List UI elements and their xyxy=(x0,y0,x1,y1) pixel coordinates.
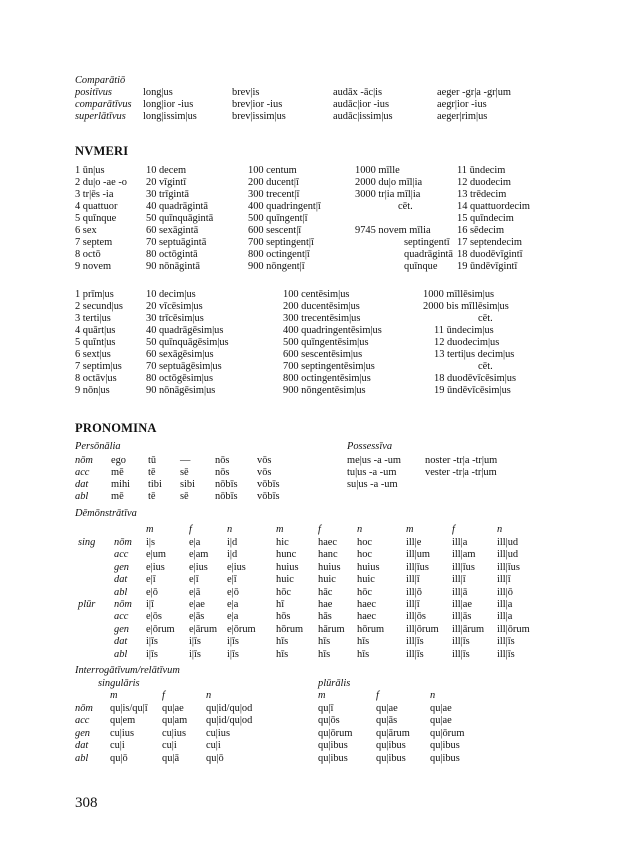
demonstrativa-cell: ill|ī xyxy=(497,574,511,586)
demonstrativa-cell: abl xyxy=(114,648,128,660)
personalia-cell: sē xyxy=(180,467,189,478)
comparatio-cell: aegr|ior -ius xyxy=(437,99,487,110)
demonstrativa-cell: huic xyxy=(318,574,336,586)
demonstrativa-cell: ill|īus xyxy=(406,561,429,573)
ordinal-cell: 40 quadrāgēsim|us xyxy=(146,325,224,336)
cardinal-cell: 13 trēdecim xyxy=(457,189,507,200)
cardinal-cell: 3000 tr|ia mīl|ia xyxy=(355,189,421,200)
demonstrativa-cell: ill|a xyxy=(497,599,513,610)
ordinal-cell: 18 duodēvīcēsim|us xyxy=(434,373,517,384)
demonstrativa-cell: e|ī xyxy=(146,574,156,586)
demonstrativa-cell: ill|ī xyxy=(406,574,420,586)
interrogativum-cell: qu|ibus xyxy=(318,752,348,764)
demonstrativa-cell: e|ius xyxy=(146,561,165,573)
demonstrativa-cell: huius xyxy=(276,561,299,573)
possessiva-cell: tu|us -a -um xyxy=(347,467,397,478)
comparatio-cell: audāx -āc|is xyxy=(333,87,383,98)
demonstrativa-title: Dēmōnstrātīva xyxy=(75,508,137,519)
demonstrativa-cell: gen xyxy=(114,623,130,635)
interrogativum-cell: qu|am xyxy=(162,715,188,727)
comparatio-cell: positīvus xyxy=(75,87,112,98)
demonstrativa-cell: hae xyxy=(318,599,333,610)
interrogativum-cell: qu|ae xyxy=(376,703,398,714)
cardinal-cell: 9 novem xyxy=(75,261,112,272)
ordinal-cell: 30 trīcēsim|us xyxy=(146,313,204,324)
demonstrativa-cell: e|ārum xyxy=(189,623,218,635)
ordinal-cell: 100 centēsim|us xyxy=(283,289,350,300)
interrogativum-cell: qu|ōrum xyxy=(430,727,465,739)
demonstrativa-cell: ill|um xyxy=(406,549,431,561)
cardinal-cell: 600 sescent|ī xyxy=(248,225,302,236)
demonstrativa-cell: hunc xyxy=(276,549,297,561)
interrogativum-cell: cu|ius xyxy=(162,727,187,739)
demonstrativa-cell: e|a xyxy=(227,599,239,610)
personalia-cell: nōs xyxy=(215,467,230,478)
interrogativum-cell: qu|ae xyxy=(430,703,452,714)
interrogativum-cell: nōm xyxy=(75,703,93,714)
gender-label: f xyxy=(189,524,192,535)
ordinal-cell: 600 sescentēsim|us xyxy=(283,349,363,360)
demonstrativa-cell: ill|ō xyxy=(406,586,422,598)
demonstrativa-cell: hārum xyxy=(318,623,345,635)
ordinal-cell: 7 septim|us xyxy=(75,361,122,372)
ordinal-cell: 13 terti|us decim|us xyxy=(434,349,515,360)
personalia-cell: tū xyxy=(148,455,157,466)
demonstrativa-cell: e|ius xyxy=(227,561,246,573)
ordinal-cell: 700 septingentēsim|us xyxy=(283,361,375,372)
demonstrativa-cell: i|īs xyxy=(146,636,158,648)
demonstrativa-cell: hāc xyxy=(318,586,333,598)
ordinal-cell: 70 septuāgēsim|us xyxy=(146,361,222,372)
demonstrativa-cell: haec xyxy=(318,537,338,548)
demonstrativa-cell: huic xyxy=(357,574,375,586)
cardinal-cell: 300 trecent|ī xyxy=(248,189,300,200)
personalia-cell: vōbīs xyxy=(257,491,280,502)
cardinal-cell: 40 quadrāgintā xyxy=(146,201,209,212)
demonstrativa-cell: hī xyxy=(276,599,285,610)
interrogativum-cell: gen xyxy=(75,727,91,739)
demonstrativa-cell: hōrum xyxy=(276,623,304,635)
cardinal-cell: 6 sex xyxy=(75,225,97,236)
cardinal-cell: 700 septingent|ī xyxy=(248,237,314,248)
demonstrativa-cell: i|d xyxy=(227,537,238,548)
personalia-cell: sē xyxy=(180,491,189,502)
demonstrativa-cell: i|īs xyxy=(227,648,239,660)
demonstrativa-cell: acc xyxy=(114,611,129,623)
demonstrativa-cell: ill|īs xyxy=(497,648,515,660)
gender-label: n xyxy=(497,524,503,535)
ordinal-cell: 60 sexāgēsim|us xyxy=(146,349,214,360)
demonstrativa-cell: ill|ud xyxy=(497,537,519,548)
gender-label: f xyxy=(318,524,321,535)
demonstrativa-cell: huius xyxy=(357,561,380,573)
personalia-cell: acc xyxy=(75,467,90,478)
ordinal-cell: cēt. xyxy=(478,361,493,372)
interrogativum-cell: cu|i xyxy=(162,740,177,752)
demonstrativa-cell: i|s xyxy=(146,537,156,548)
demonstrativa-cell: ill|īus xyxy=(497,561,520,573)
demonstrativa-cell: hic xyxy=(276,537,289,548)
cardinal-cell: cēt. xyxy=(398,201,413,212)
demonstrativa-cell: e|ius xyxy=(189,561,208,573)
comparatio-cell: superlātīvus xyxy=(75,111,126,122)
personalia-cell: tē xyxy=(148,467,156,478)
interrogativum-cell: cu|ius xyxy=(110,727,135,739)
interrogativum-cell: qu|ī xyxy=(318,703,334,714)
comparatio-cell: aeger -gr|a -gr|um xyxy=(437,87,511,98)
demonstrativa-cell: ill|īs xyxy=(406,636,424,648)
singular-label: sing xyxy=(78,537,96,548)
interrogativum-cell: acc xyxy=(75,715,90,727)
ordinal-cell: 50 quīnquāgēsim|us xyxy=(146,337,229,348)
personalia-title: Persōnālia xyxy=(75,441,121,452)
ordinal-cell: 1000 mīllēsim|us xyxy=(423,289,495,300)
demonstrativa-cell: ill|īus xyxy=(452,561,475,573)
cardinal-cell: 20 vīgintī xyxy=(146,177,187,188)
demonstrativa-cell: ill|a xyxy=(497,611,513,623)
demonstrativa-cell: ill|ā xyxy=(452,586,468,598)
cardinal-cell: 100 centum xyxy=(248,165,297,176)
cardinal-cell: 1000 mīlle xyxy=(355,165,400,176)
demonstrativa-cell: hoc xyxy=(357,537,373,548)
demonstrativa-cell: hīs xyxy=(357,648,370,660)
gender-label: n xyxy=(430,690,436,701)
personalia-cell: vōbīs xyxy=(257,479,280,490)
interrogativum-cell: qu|id/qu|od xyxy=(206,715,253,727)
demonstrativa-cell: hōs xyxy=(276,611,291,623)
demonstrativa-cell: e|ae xyxy=(189,599,205,610)
ordinal-cell: 3 terti|us xyxy=(75,313,111,324)
demonstrativa-cell: e|ōs xyxy=(146,611,162,623)
cardinal-cell: 11 ūndecim xyxy=(457,165,506,176)
cardinal-cell: 17 septendecim xyxy=(457,237,522,248)
ordinal-cell: 500 quīngentēsim|us xyxy=(283,337,369,348)
cardinal-cell: 14 quattuordecim xyxy=(457,201,531,212)
interrogativum-cell: qu|ā xyxy=(162,752,180,764)
cardinal-cell: 800 octingent|ī xyxy=(248,249,310,260)
demonstrativa-cell: ill|ō xyxy=(497,586,513,598)
personalia-cell: dat xyxy=(75,479,89,490)
cardinal-cell: 900 nōngent|ī xyxy=(248,261,305,272)
singularis-label: singulāris xyxy=(98,678,140,689)
cardinal-cell: 16 sēdecim xyxy=(457,225,505,236)
personalia-cell: tibi xyxy=(148,479,162,490)
interrogativum-cell: cu|ius xyxy=(206,727,231,739)
demonstrativa-cell: e|ī xyxy=(227,574,237,586)
pronomina-heading: PRONOMINA xyxy=(75,421,157,435)
cardinal-cell: 15 quīndecim xyxy=(457,213,514,224)
demonstrativa-cell: e|a xyxy=(189,537,201,548)
interrogativum-cell: qu|ōs xyxy=(318,715,340,727)
demonstrativa-cell: e|ās xyxy=(189,611,205,623)
interrogativum-title: Interrogātīvum/relātīvum xyxy=(75,665,180,676)
interrogativum-cell: cu|i xyxy=(110,740,125,752)
cardinal-cell: 70 septuāgintā xyxy=(146,237,207,248)
demonstrativa-cell: ill|ōrum xyxy=(497,623,530,635)
interrogativum-cell: qu|is/qu|ī xyxy=(110,703,148,714)
demonstrativa-cell: ill|īs xyxy=(452,636,470,648)
demonstrativa-cell: hīs xyxy=(357,636,370,648)
demonstrativa-cell: hanc xyxy=(318,549,338,561)
demonstrativa-cell: e|ī xyxy=(189,574,199,586)
demonstrativa-cell: ill|ud xyxy=(497,549,519,561)
page-number: 308 xyxy=(75,795,98,811)
comparatio-cell: audāc|ior -ius xyxy=(333,99,390,110)
cardinal-cell: 4 quattuor xyxy=(75,201,118,212)
ordinal-cell: 8 octāv|us xyxy=(75,373,117,384)
cardinal-cell: 18 duodēvīgintī xyxy=(457,249,523,260)
gender-label: n xyxy=(227,524,233,535)
demonstrativa-cell: abl xyxy=(114,586,128,598)
demonstrativa-cell: hoc xyxy=(357,549,373,561)
possessiva-cell: su|us -a -um xyxy=(347,479,398,490)
cardinal-cell: 19 ūndēvīgintī xyxy=(457,261,518,272)
ordinal-cell: 800 octingentēsim|us xyxy=(283,373,371,384)
demonstrativa-cell: ill|ae xyxy=(452,599,472,610)
cardinal-cell: 9745 novem mīlia xyxy=(355,225,431,236)
ordinal-cell: 90 nōnāgēsim|us xyxy=(146,385,216,396)
interrogativum-cell: qu|ibus xyxy=(318,740,348,752)
cardinal-cell: quīnque xyxy=(404,261,438,272)
interrogativum-cell: qu|ō xyxy=(206,752,224,764)
gender-label: m xyxy=(110,690,118,701)
interrogativum-cell: qu|ibus xyxy=(430,752,460,764)
demonstrativa-cell: i|ī xyxy=(146,599,154,610)
comparatio-cell: audāc|issim|us xyxy=(333,111,393,122)
interrogativum-cell: qu|ō xyxy=(110,752,128,764)
demonstrativa-cell: ill|a xyxy=(452,537,468,548)
demonstrativa-cell: e|ā xyxy=(189,586,201,598)
gender-label: n xyxy=(206,690,212,701)
personalia-cell: — xyxy=(180,455,191,466)
demonstrativa-cell: e|ō xyxy=(227,586,239,598)
demonstrativa-cell: i|īs xyxy=(227,636,239,648)
demonstrativa-cell: hōc xyxy=(357,586,373,598)
comparatio-cell: brev|ior -ius xyxy=(232,99,283,110)
demonstrativa-cell: ill|īs xyxy=(452,648,470,660)
personalia-cell: vōs xyxy=(257,467,272,478)
personalia-cell: tē xyxy=(148,491,156,502)
gender-label: m xyxy=(146,524,154,535)
personalia-cell: mē xyxy=(111,491,124,502)
demonstrativa-cell: ill|ī xyxy=(406,599,420,610)
comparatio-cell: comparātīvus xyxy=(75,99,132,110)
demonstrativa-cell: nōm xyxy=(114,599,132,610)
interrogativum-cell: qu|ibus xyxy=(376,752,406,764)
demonstrativa-cell: haec xyxy=(357,611,377,623)
gender-label: m xyxy=(318,690,326,701)
comparatio-cell: aeger|rim|us xyxy=(437,111,488,122)
demonstrativa-cell: acc xyxy=(114,549,129,561)
gender-label: f xyxy=(452,524,455,535)
ordinal-cell: 2000 bis mīllēsim|us xyxy=(423,301,509,312)
cardinal-cell: 80 octōgintā xyxy=(146,249,198,260)
comparatio-cell: long|ior -ius xyxy=(143,99,194,110)
cardinal-cell: 2000 du|o mīl|ia xyxy=(355,177,423,188)
cardinal-cell: 7 septem xyxy=(75,237,113,248)
demonstrativa-cell: e|ōrum xyxy=(146,623,175,635)
demonstrativa-cell: ill|am xyxy=(452,549,476,561)
cardinal-cell: 1 ūn|us xyxy=(75,165,105,176)
demonstrativa-cell: ill|ōs xyxy=(406,611,426,623)
demonstrativa-cell: ill|e xyxy=(406,537,422,548)
interrogativum-cell: qu|ibus xyxy=(430,740,460,752)
interrogativum-cell: dat xyxy=(75,740,89,752)
demonstrativa-cell: dat xyxy=(114,574,128,586)
pluralis-label: plūrālis xyxy=(318,678,351,689)
comparatio-cell: brev|issim|us xyxy=(232,111,286,122)
interrogativum-cell: qu|ae xyxy=(430,715,452,727)
ordinal-cell: 2 secund|us xyxy=(75,301,123,312)
demonstrativa-cell: huius xyxy=(318,561,341,573)
comparatio-cell: long|issim|us xyxy=(143,111,197,122)
demonstrativa-cell: ill|īs xyxy=(497,636,515,648)
ordinal-cell: 400 quadringentēsim|us xyxy=(283,325,382,336)
demonstrativa-cell: ill|ōrum xyxy=(406,623,439,635)
cardinal-cell: 500 quīngent|ī xyxy=(248,213,308,224)
personalia-cell: nōs xyxy=(215,455,230,466)
demonstrativa-cell: ill|ārum xyxy=(452,623,485,635)
cardinal-cell: quadrāgintā xyxy=(404,249,454,260)
interrogativum-cell: qu|em xyxy=(110,715,136,727)
cardinal-cell: 2 du|o -ae -o xyxy=(75,177,127,188)
demonstrativa-cell: hīs xyxy=(276,636,289,648)
comparatio-cell: long|us xyxy=(143,87,173,98)
personalia-cell: vōs xyxy=(257,455,272,466)
demonstrativa-cell: ill|ās xyxy=(452,611,472,623)
demonstrativa-cell: ill|īs xyxy=(406,648,424,660)
demonstrativa-cell: e|ō xyxy=(146,586,158,598)
cardinal-cell: 8 octō xyxy=(75,249,101,260)
demonstrativa-cell: nōm xyxy=(114,537,132,548)
interrogativum-cell: qu|ārum xyxy=(376,727,410,739)
cardinal-cell: 5 quīnque xyxy=(75,213,117,224)
demonstrativa-cell: hōc xyxy=(276,586,292,598)
personalia-cell: ego xyxy=(111,455,127,466)
demonstrativa-cell: gen xyxy=(114,561,130,573)
interrogativum-cell: abl xyxy=(75,752,89,764)
plural-label: plūr xyxy=(78,599,96,610)
ordinal-cell: 200 ducentēsim|us xyxy=(283,301,360,312)
possessiva-cell: noster -tr|a -tr|um xyxy=(425,455,498,466)
demonstrativa-cell: i|īs xyxy=(146,648,158,660)
interrogativum-cell: qu|ae xyxy=(162,703,184,714)
demonstrativa-cell: e|um xyxy=(146,549,166,561)
comparatio-title: Comparātiō xyxy=(75,75,126,86)
numeri-heading: NVMERI xyxy=(75,144,129,158)
cardinal-cell: 90 nōnāgintā xyxy=(146,261,200,272)
possessiva-cell: vester -tr|a -tr|um xyxy=(425,467,497,478)
demonstrativa-cell: hīs xyxy=(318,636,331,648)
demonstrativa-cell: i|d xyxy=(227,549,238,561)
cardinal-cell: septingentī xyxy=(404,237,450,248)
demonstrativa-cell: i|īs xyxy=(189,636,201,648)
demonstrativa-cell: haec xyxy=(357,599,377,610)
ordinal-cell: 300 trecentēsim|us xyxy=(283,313,361,324)
ordinal-cell: 20 vīcēsim|us xyxy=(146,301,203,312)
ordinal-cell: 80 octōgēsim|us xyxy=(146,373,214,384)
personalia-cell: abl xyxy=(75,491,89,502)
demonstrativa-cell: e|a xyxy=(227,611,239,623)
ordinal-cell: 11 ūndecim|us xyxy=(434,325,494,336)
demonstrativa-cell: dat xyxy=(114,636,128,648)
interrogativum-cell: cu|i xyxy=(206,740,221,752)
cardinal-cell: 50 quīnquāgintā xyxy=(146,213,214,224)
interrogativum-cell: qu|ās xyxy=(376,715,398,727)
ordinal-cell: 19 ūndēvīcēsim|us xyxy=(434,385,511,396)
personalia-cell: nōbīs xyxy=(215,479,238,490)
demonstrativa-cell: huic xyxy=(276,574,294,586)
interrogativum-cell: qu|ōrum xyxy=(318,727,353,739)
ordinal-cell: 4 quārt|us xyxy=(75,325,116,336)
gender-label: n xyxy=(357,524,363,535)
gender-label: f xyxy=(162,690,165,701)
demonstrativa-cell: e|am xyxy=(189,549,209,561)
ordinal-cell: 12 duodecim|us xyxy=(434,337,500,348)
ordinal-cell: cēt. xyxy=(478,313,493,324)
personalia-cell: mē xyxy=(111,467,124,478)
ordinal-cell: 1 prīm|us xyxy=(75,289,114,300)
possessiva-cell: me|us -a -um xyxy=(347,455,402,466)
cardinal-cell: 60 sexāgintā xyxy=(146,225,199,236)
cardinal-cell: 12 duodecim xyxy=(457,177,511,188)
gender-label: m xyxy=(276,524,284,535)
demonstrativa-cell: ill|ī xyxy=(452,574,466,586)
demonstrativa-cell: hōrum xyxy=(357,623,385,635)
cardinal-cell: 10 decem xyxy=(146,165,187,176)
interrogativum-cell: qu|ibus xyxy=(376,740,406,752)
possessiva-title: Possessīva xyxy=(347,441,393,452)
interrogativum-cell: qu|id/qu|od xyxy=(206,703,253,714)
personalia-cell: nōbīs xyxy=(215,491,238,502)
demonstrativa-cell: i|īs xyxy=(189,648,201,660)
ordinal-cell: 5 quīnt|us xyxy=(75,337,116,348)
gender-label: m xyxy=(406,524,414,535)
cardinal-cell: 200 ducent|ī xyxy=(248,177,299,188)
personalia-cell: nōm xyxy=(75,455,93,466)
comparatio-cell: brev|is xyxy=(232,87,260,98)
cardinal-cell: 30 trīgintā xyxy=(146,189,189,200)
cardinal-cell: 400 quadringent|ī xyxy=(248,201,321,212)
cardinal-cell: 3 tr|ēs -ia xyxy=(75,189,114,200)
ordinal-cell: 10 decim|us xyxy=(146,289,196,300)
personalia-cell: mihi xyxy=(111,479,131,490)
ordinal-cell: 9 nōn|us xyxy=(75,385,110,396)
demonstrativa-cell: e|ōrum xyxy=(227,623,256,635)
demonstrativa-cell: hīs xyxy=(318,648,331,660)
personalia-cell: sibi xyxy=(180,479,196,490)
demonstrativa-cell: hīs xyxy=(276,648,289,660)
demonstrativa-cell: hās xyxy=(318,611,332,623)
ordinal-cell: 900 nōngentēsim|us xyxy=(283,385,366,396)
gender-label: f xyxy=(376,690,379,701)
ordinal-cell: 6 sext|us xyxy=(75,349,111,360)
